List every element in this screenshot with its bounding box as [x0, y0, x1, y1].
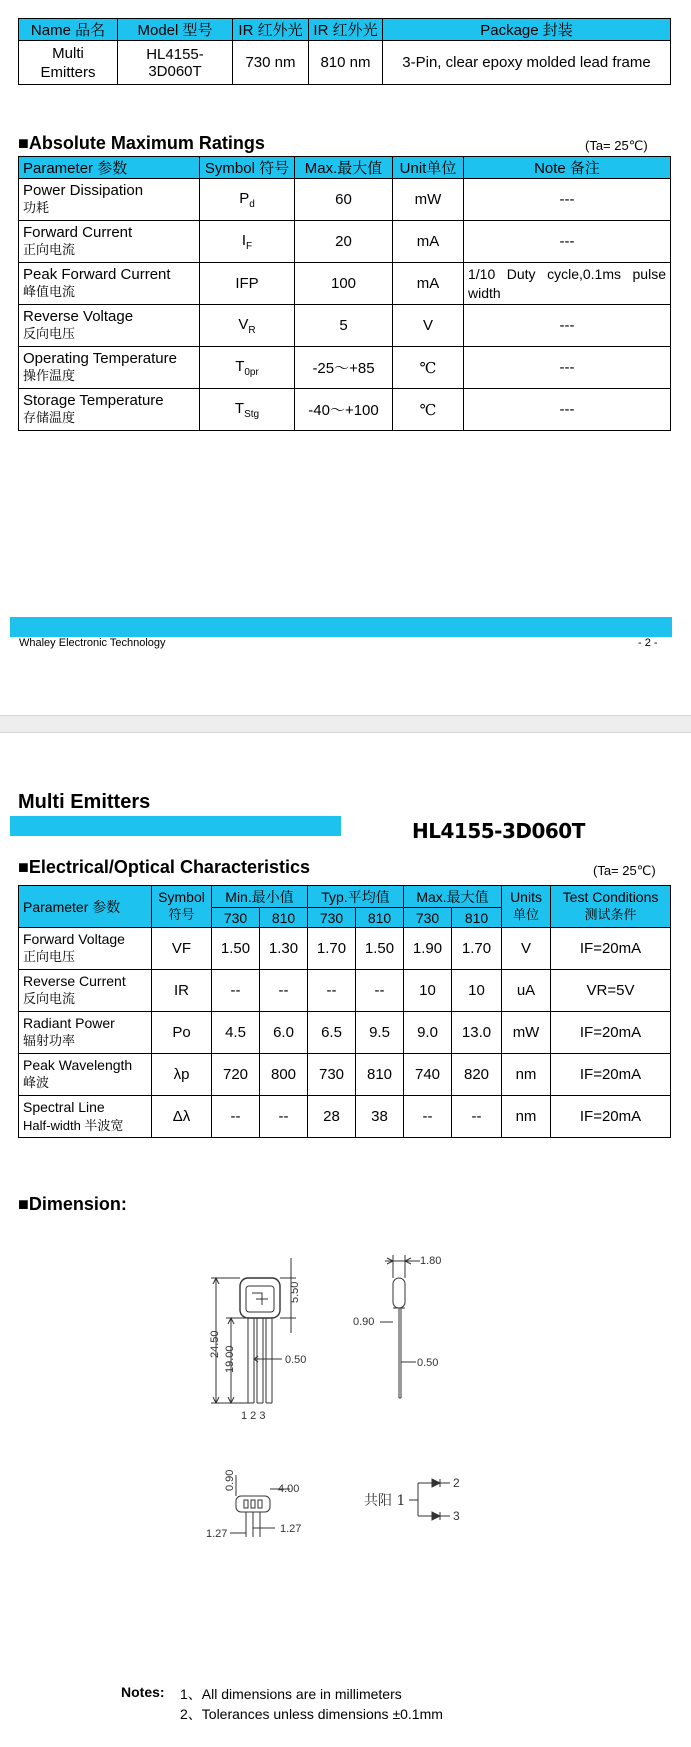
circuit-schematic	[409, 1479, 450, 1520]
abs-param: Power Dissipation 功耗	[19, 179, 200, 221]
eo-header-min: Min.最小值	[212, 886, 308, 908]
abs-symbol: $I_F$	[200, 221, 295, 263]
dim-1-27-left: 1.27	[206, 1528, 228, 1540]
header-model: Model 型号	[118, 19, 233, 41]
eo-condition: IF=20mA	[551, 928, 671, 970]
cell-ir-810: 810 nm	[309, 41, 383, 85]
eo-condition: IF=20mA	[551, 1012, 671, 1054]
dim-0-50-front: 0.50	[285, 1354, 307, 1366]
eo-unit: mW	[502, 1012, 551, 1054]
eo-symbol: IR	[152, 970, 212, 1012]
abs-max-title: ■Absolute Maximum Ratings	[18, 133, 265, 153]
eo-value: 13.0	[452, 1012, 502, 1054]
footer-company: Whaley Electronic Technology	[19, 637, 166, 649]
abs-header-unit: Unit单位	[393, 157, 464, 179]
page-2	[0, 733, 691, 1747]
eo-value: --	[260, 970, 308, 1012]
abs-unit: ℃	[393, 347, 464, 389]
eo-value: --	[356, 970, 404, 1012]
eo-ta: (Ta= 25℃)	[593, 863, 656, 878]
eo-value: 1.30	[260, 928, 308, 970]
dim-19-00: 19.00	[224, 1345, 236, 1373]
eo-value: --	[308, 970, 356, 1012]
eo-value: --	[404, 1096, 452, 1138]
abs-unit: mW	[393, 179, 464, 221]
dim-0-90-side: 0.90	[353, 1316, 375, 1328]
eo-sub-810: 810	[356, 908, 404, 928]
side-view	[380, 1255, 420, 1398]
abs-unit: V	[393, 305, 464, 347]
eo-value: 4.5	[212, 1012, 260, 1054]
dimension-title: ■Dimension:	[18, 1194, 127, 1214]
eo-header-max: Max.最大值	[404, 886, 502, 908]
footer-page-number: - 2 -	[638, 637, 658, 649]
footer-band	[10, 617, 672, 637]
abs-header-note: Note 备注	[464, 157, 671, 179]
abs-note: ---	[464, 221, 671, 263]
eo-value: 1.90	[404, 928, 452, 970]
abs-header-parameter: Parameter 参数	[19, 157, 200, 179]
cell-package: 3-Pin, clear epoxy molded lead frame	[383, 41, 671, 85]
abs-note: 1/10 Duty cycle,0.1ms pulse width	[464, 263, 671, 305]
page-1	[0, 0, 691, 715]
eo-value: 10	[452, 970, 502, 1012]
eo-value: 1.50	[212, 928, 260, 970]
eo-value: 9.5	[356, 1012, 404, 1054]
eo-unit: nm	[502, 1054, 551, 1096]
abs-symbol: $T_{Stg}$	[200, 389, 295, 431]
eo-value: 9.0	[404, 1012, 452, 1054]
eo-symbol: Δλ	[152, 1096, 212, 1138]
cell-ir-730: 730 nm	[233, 41, 309, 85]
eo-param: Forward Voltage 正向电压	[19, 928, 152, 970]
eo-unit: V	[502, 928, 551, 970]
abs-param: Forward Current 正向电流	[19, 221, 200, 263]
eo-value: 10	[404, 970, 452, 1012]
abs-symbol: $P_d$	[200, 179, 295, 221]
abs-param: Storage Temperature 存储温度	[19, 389, 200, 431]
eo-sub-730: 730	[212, 908, 260, 928]
eo-value: --	[212, 970, 260, 1012]
circuit-pin-3: 3	[453, 1509, 460, 1523]
eo-value: 1.70	[308, 928, 356, 970]
circuit-common-anode: 共阳 1	[364, 1493, 406, 1509]
eo-header-symbol: Symbol 符号	[152, 886, 212, 928]
dim-0-90-bottom: 0.90	[224, 1469, 236, 1491]
notes-label: Notes:	[121, 1684, 165, 1700]
abs-max: -40～+100	[295, 389, 393, 431]
eo-condition: IF=20mA	[551, 1054, 671, 1096]
abs-unit: ℃	[393, 389, 464, 431]
eo-unit: uA	[502, 970, 551, 1012]
eo-value: --	[212, 1096, 260, 1138]
abs-max-table	[18, 156, 671, 431]
eo-header-test: Test Conditions 测试条件	[551, 886, 671, 928]
eo-title: ■Electrical/Optical Characteristics	[18, 857, 311, 877]
eo-value: 6.0	[260, 1012, 308, 1054]
cell-model: HL4155-3D060T	[118, 41, 233, 85]
dim-1-80: 1.80	[420, 1255, 442, 1267]
eo-value: 6.5	[308, 1012, 356, 1054]
dim-24-50: 24.50	[209, 1330, 221, 1358]
eo-value: 740	[404, 1054, 452, 1096]
eo-param: Radiant Power 辐射功率	[19, 1012, 152, 1054]
note-item-2: 2、Tolerances unless dimensions ±0.1mm	[180, 1706, 443, 1722]
eo-symbol: VF	[152, 928, 212, 970]
eo-header-units: Units 单位	[502, 886, 551, 928]
abs-unit: mA	[393, 263, 464, 305]
abs-max-ta: (Ta= 25℃)	[585, 138, 648, 153]
abs-symbol: $T_{0pr}$	[200, 347, 295, 389]
eo-sub-810: 810	[452, 908, 502, 928]
abs-symbol: $V_R$	[200, 305, 295, 347]
eo-value: 28	[308, 1096, 356, 1138]
abs-note: ---	[464, 389, 671, 431]
eo-param: Spectral Line Half-width 半波宽	[19, 1096, 152, 1138]
eo-value: --	[452, 1096, 502, 1138]
page-heading: Multi Emitters	[18, 791, 151, 813]
eo-sub-730: 730	[404, 908, 452, 928]
cell-name: Multi Emitters	[19, 41, 118, 85]
eo-symbol: Po	[152, 1012, 212, 1054]
eo-header-parameter: Parameter 参数	[19, 886, 152, 928]
eo-value: 720	[212, 1054, 260, 1096]
dim-4-00: 4.00	[278, 1483, 300, 1495]
abs-header-max: Max.最大值	[295, 157, 393, 179]
abs-max: 60	[295, 179, 393, 221]
eo-param: Peak Wavelength 峰波	[19, 1054, 152, 1096]
abs-max: 100	[295, 263, 393, 305]
abs-param: Peak Forward Current 峰值电流	[19, 263, 200, 305]
abs-param: Operating Temperature 操作温度	[19, 347, 200, 389]
eo-header-typ: Typ.平均值	[308, 886, 404, 908]
abs-symbol: IFP	[200, 263, 295, 305]
dim-0-50-side: 0.50	[417, 1357, 439, 1369]
circuit-pin-2: 2	[453, 1476, 460, 1490]
header-ir-2: IR 红外光	[309, 19, 383, 41]
eo-sub-810: 810	[260, 908, 308, 928]
page-separator	[0, 715, 691, 733]
eo-table	[18, 885, 671, 1138]
eo-value: 810	[356, 1054, 404, 1096]
abs-unit: mA	[393, 221, 464, 263]
front-view	[211, 1258, 296, 1403]
eo-unit: nm	[502, 1096, 551, 1138]
eo-symbol: λp	[152, 1054, 212, 1096]
eo-value: 38	[356, 1096, 404, 1138]
note-item-1: 1、All dimensions are in millimeters	[180, 1686, 402, 1702]
dim-5-50: 5.50	[289, 1281, 301, 1303]
eo-param: Reverse Current 反向电流	[19, 970, 152, 1012]
eo-value: 800	[260, 1054, 308, 1096]
abs-max: 20	[295, 221, 393, 263]
abs-header-symbol: Symbol 符号	[200, 157, 295, 179]
dim-1-27-right: 1.27	[280, 1523, 302, 1535]
dimension-drawing	[0, 1243, 691, 1723]
pin-numbers: 1 2 3	[241, 1410, 266, 1422]
eo-value: --	[260, 1096, 308, 1138]
eo-condition: IF=20mA	[551, 1096, 671, 1138]
abs-param: Reverse Voltage 反向电压	[19, 305, 200, 347]
abs-max: -25～+85	[295, 347, 393, 389]
model-number: HL4155-3D060T	[412, 819, 585, 843]
header-package: Package 封装	[383, 19, 671, 41]
abs-note: ---	[464, 347, 671, 389]
abs-max: 5	[295, 305, 393, 347]
heading-band	[10, 816, 341, 836]
eo-value: 1.50	[356, 928, 404, 970]
eo-condition: VR=5V	[551, 970, 671, 1012]
header-ir-1: IR 红外光	[233, 19, 309, 41]
abs-note: ---	[464, 305, 671, 347]
header-name: Name 品名	[19, 19, 118, 41]
eo-value: 1.70	[452, 928, 502, 970]
eo-sub-730: 730	[308, 908, 356, 928]
eo-value: 820	[452, 1054, 502, 1096]
abs-note: ---	[464, 179, 671, 221]
product-table	[18, 18, 671, 85]
eo-value: 730	[308, 1054, 356, 1096]
